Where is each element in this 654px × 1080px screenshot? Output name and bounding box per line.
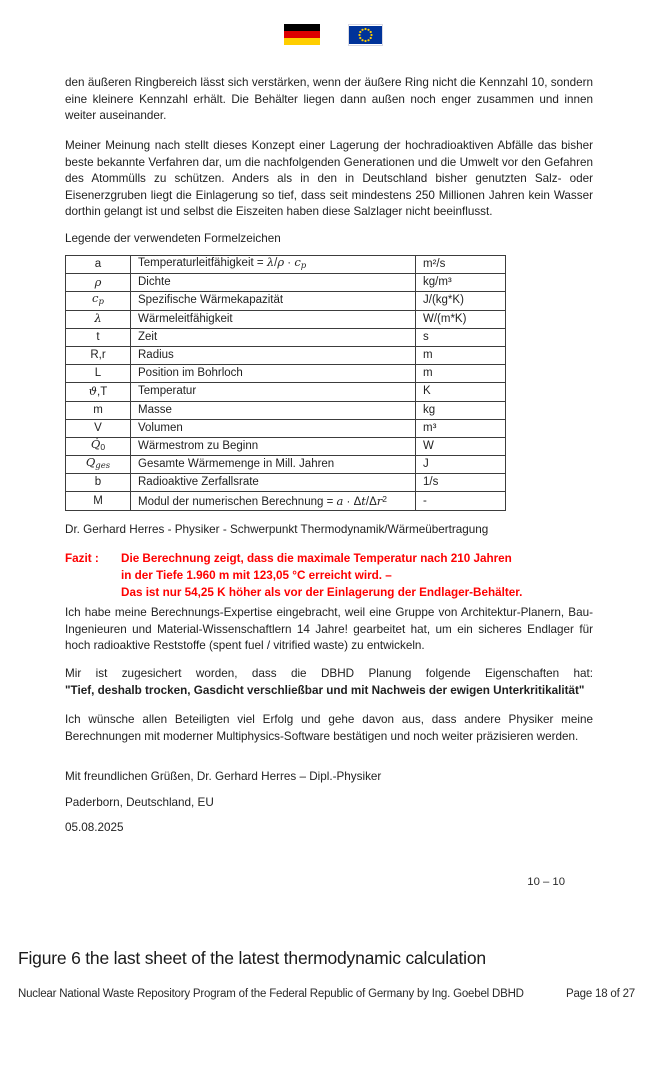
unit-cell: W/(m*K) [416,310,506,328]
fazit-line-3: Das ist nur 54,25 K höher als vor der Einlagerung der Endlager-Behälter. [121,586,523,599]
description-cell: Radius [131,346,416,364]
description-cell: Modul der numerischen Berechnung = $a \cdot \Delta t/\Delta r^2$ [131,492,416,510]
table-row [66,328,506,346]
table-row [66,492,506,510]
description-cell: Volumen [131,419,416,437]
table-row [66,474,506,492]
symbol-cell: L [66,365,131,383]
fazit-block [65,550,593,601]
report-footer [18,988,635,1000]
paragraph-opinion: Meiner Meinung nach stellt dieses Konzept einer Lagerung der hochradioaktiven Abfälle das bisher beste bekannte Verfahren dar, um die nachfolgenden Generationen und die Umwelt vor den Gefahren des Atommülls zu schützen. Anders als in den in Deutschland bisher genutzten Salz- oder Eisenerzgruben liegt die Einlagerung so tief, dass seit mindestens 250 Millionen Jahren kein Wasser dorthin gelangt ist und selbst die Eiszeiten haben diese Salzlager nicht beeinflusst. [65,139,593,218]
date-line: 05.08.2025 [65,821,124,834]
unit-cell: - [416,492,506,510]
unit-cell: m [416,346,506,364]
table-row [66,437,506,455]
description-cell: Zeit [131,328,416,346]
table-row [66,274,506,292]
symbol-cell: λ [66,310,131,328]
inner-page-number: 10 – 10 [527,876,565,888]
eu-flag-icon [348,24,383,46]
description-cell: Wärmestrom zu Beginn [131,437,416,455]
symbol-cell: R,r [66,346,131,364]
table-row [66,346,506,364]
germany-flag-red-stripe [284,31,320,38]
germany-flag-gold-stripe [284,38,320,45]
legend-table-body [66,256,506,511]
paragraph-wishes: Ich wünsche allen Beteiligten viel Erfolg und gehe davon aus, dass andere Physiker meine Berechnungen mit moderner Multiphysics-Software bestätigen und noch weiter präzisieren werden. [65,713,593,743]
table-row [66,256,506,274]
table-row [66,292,506,310]
assurance-intro: Mir ist zugesichert worden, dass die DBHD Planung folgende Eigenschaften hat: [65,667,593,680]
symbol-cell: V [66,419,131,437]
symbol-cell: $Q_{ges}$ [66,456,131,474]
unit-cell: kg/m³ [416,274,506,292]
paragraph-expertise: Ich habe meine Berechnungs-Expertise eingebracht, weil eine Gruppe von Architektur-Planern, Bau-Ingenieuren und Material-Wissenschaftlern 14 Jahre! gearbeitet hat, um ein sicheres Endlager für hoch radioaktive Reststoffe (spent fuel / vitrified waste) zu entwickeln. [65,606,593,652]
symbol-cell: $c_p$ [66,292,131,310]
fazit-line-1: Die Berechnung zeigt, dass die maximale Temperatur nach 210 Jahren [121,552,512,565]
description-cell: Wärmeleitfähigkeit [131,310,416,328]
unit-cell: m³ [416,419,506,437]
paragraph-assurance [65,666,593,699]
symbol-cell: M [66,492,131,510]
fazit-label: Fazit : [65,552,99,565]
unit-cell: K [416,383,506,401]
legend-title: Legende der verwendeten Formelzeichen [65,232,281,245]
unit-cell: J [416,456,506,474]
symbol-cell: t [66,328,131,346]
header-flags [284,24,383,46]
germany-flag-black-stripe [284,24,320,31]
description-cell: Radioaktive Zerfallsrate [131,474,416,492]
assurance-quote: "Tief, deshalb trocken, Gasdicht verschließbar und mit Nachweis der ewigen Unterkritikalität" [65,683,585,697]
symbol-cell: ρ [66,274,131,292]
author-line: Dr. Gerhard Herres - Physiker - Schwerpunkt Thermodynamik/Wärmeübertragung [65,523,489,536]
symbol-cell: ϑ,T [66,383,131,401]
description-cell: Temperaturleitfähigkeit = $\lambda/\rho \cdot c_p$ [131,256,416,274]
table-row [66,419,506,437]
description-cell: Position im Bohrloch [131,365,416,383]
paragraph-ring-area: den äußeren Ringbereich lässt sich verstärken, wenn der äußere Ring nicht die Kennzahl 10, sondern eine kleinere Kennzahl erhält. Die Behälter liegen dann außen noch enger zusammen und innen weiter auseinander. [65,76,593,122]
unit-cell: 1/s [416,474,506,492]
location-line: Paderborn, Deutschland, EU [65,796,214,809]
description-cell: Temperatur [131,383,416,401]
germany-flag-icon [284,24,320,45]
table-row [66,383,506,401]
unit-cell: J/(kg*K) [416,292,506,310]
symbol-cell: a [66,256,131,274]
unit-cell: s [416,328,506,346]
table-row [66,365,506,383]
unit-cell: kg [416,401,506,419]
footer-title: Nuclear National Waste Repository Program of the Federal Republic of Germany by Ing. Goebel DBHD [18,988,524,1000]
description-cell: Dichte [131,274,416,292]
table-row [66,456,506,474]
footer-page-indicator: Page 18 of 27 [565,988,635,1000]
unit-cell: m²/s [416,256,506,274]
description-cell: Gesamte Wärmemenge in Mill. Jahren [131,456,416,474]
table-row [66,310,506,328]
fazit-line-2: in der Tiefe 1.960 m mit 123,05 °C erreicht wird. – [121,569,392,582]
unit-cell: W [416,437,506,455]
symbol-cell: $Q̇_0$ [66,437,131,455]
symbol-cell: m [66,401,131,419]
description-cell: Masse [131,401,416,419]
table-row [66,401,506,419]
figure-caption: Figure 6 the last sheet of the latest thermodynamic calculation [18,948,486,968]
closing-line: Mit freundlichen Grüßen, Dr. Gerhard Herres – Dipl.-Physiker [65,770,382,783]
unit-cell: m [416,365,506,383]
symbol-cell: b [66,474,131,492]
description-cell: Spezifische Wärmekapazität [131,292,416,310]
fazit-text [121,550,522,601]
formula-legend-table [65,255,506,511]
eu-flag-stars [349,25,382,45]
